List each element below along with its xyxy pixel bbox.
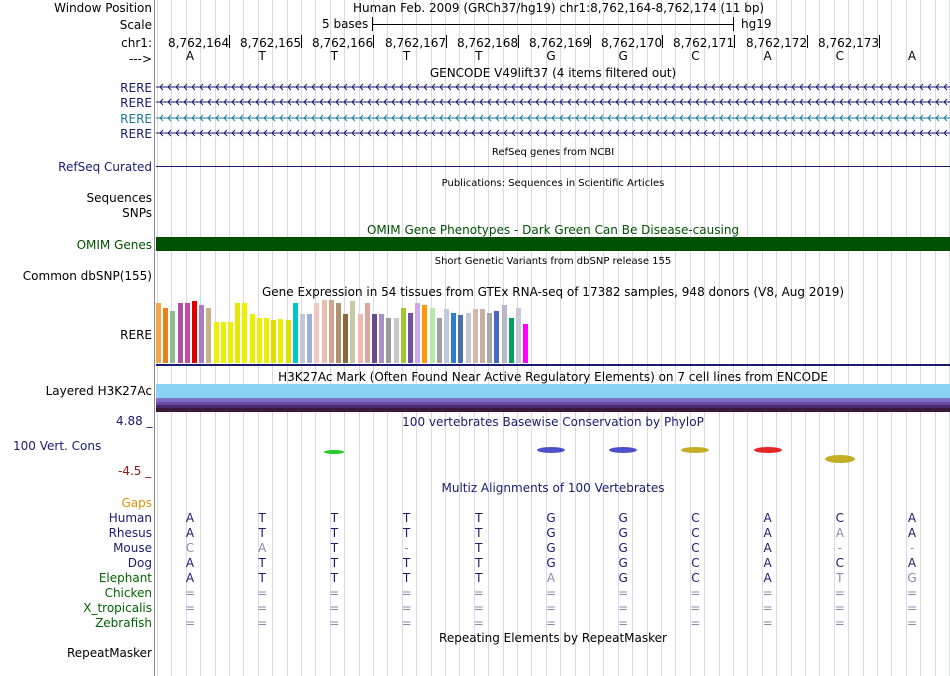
alignment-base: T bbox=[330, 541, 339, 555]
reference-base: G bbox=[618, 49, 628, 63]
alignment-base: A bbox=[763, 571, 772, 585]
alignment-base: = bbox=[184, 586, 196, 600]
gtex-tissue-bar[interactable] bbox=[487, 313, 492, 363]
gtex-tissue-bar[interactable] bbox=[170, 311, 175, 363]
reference-base: C bbox=[691, 49, 700, 63]
db-name: hg19 bbox=[741, 17, 772, 31]
alignment-base: C bbox=[835, 511, 844, 525]
position-tick bbox=[373, 35, 374, 48]
position-label: 8,762,171 bbox=[673, 36, 735, 50]
dbsnp-label[interactable]: Common dbSNP(155) bbox=[22, 269, 152, 283]
gtex-tissue-bar[interactable] bbox=[394, 318, 399, 363]
species-label[interactable]: X_tropicalis bbox=[83, 601, 152, 615]
gtex-tissue-bar[interactable] bbox=[235, 303, 240, 363]
phylop-base-glyph[interactable] bbox=[324, 450, 344, 454]
gtex-tissue-bar[interactable] bbox=[329, 300, 334, 363]
gencode-title: GENCODE V49lift37 (4 items filtered out) bbox=[429, 66, 677, 80]
gtex-title: Gene Expression in 54 tissues from GTEx RNA-seq of 17382 samples, 948 donors (V8, Aug 2019) bbox=[261, 285, 845, 299]
position-tick bbox=[734, 35, 735, 48]
alignment-base: = bbox=[906, 601, 918, 615]
gtex-tissue-bar[interactable] bbox=[314, 303, 319, 363]
alignment-base: A bbox=[907, 511, 917, 525]
gtex-tissue-bar[interactable] bbox=[286, 320, 291, 363]
alignment-base: C bbox=[691, 571, 700, 585]
phylop-title: 100 vertebrates Basewise Conservation by PhyloP bbox=[402, 415, 704, 429]
reference-base: A bbox=[763, 49, 772, 63]
alignment-base: = bbox=[184, 616, 196, 630]
position-label: 8,762,173 bbox=[818, 36, 880, 50]
alignment-base: = bbox=[257, 601, 268, 615]
gencode-item-1-label[interactable]: RERE bbox=[120, 81, 152, 95]
alignment-base: G bbox=[907, 571, 917, 585]
gtex-tissue-bar[interactable] bbox=[264, 318, 269, 363]
repeatmasker-title: Repeating Elements by RepeatMasker bbox=[439, 631, 667, 645]
alignment-base: = bbox=[401, 601, 412, 615]
reference-base: T bbox=[475, 49, 483, 63]
gtex-tissue-bar[interactable] bbox=[293, 303, 298, 363]
position-tick bbox=[807, 35, 808, 48]
alignment-base: G bbox=[546, 541, 556, 555]
alignment-base: T bbox=[330, 556, 339, 570]
gencode-item-2-label[interactable]: RERE bbox=[120, 96, 152, 110]
gtex-tissue-bar[interactable] bbox=[221, 322, 226, 363]
alignment-base: = bbox=[545, 616, 557, 630]
alignment-base: = bbox=[618, 616, 629, 630]
omim-title: OMIM Gene Phenotypes - Dark Green Can Be Disease-causing bbox=[366, 223, 740, 237]
h3k27ac-label[interactable]: Layered H3K27Ac bbox=[45, 384, 152, 398]
gtex-tissue-bar[interactable] bbox=[379, 314, 384, 363]
reference-base: C bbox=[835, 49, 844, 63]
gtex-tissue-bar[interactable] bbox=[401, 308, 406, 363]
alignment-base: = bbox=[329, 601, 340, 615]
alignment-base: = bbox=[762, 601, 773, 615]
gtex-tissue-bar[interactable] bbox=[300, 314, 305, 363]
alignment-base: = bbox=[834, 586, 845, 600]
position-tick bbox=[662, 35, 663, 48]
omim-label[interactable]: OMIM Genes bbox=[76, 238, 152, 252]
position-tick bbox=[229, 35, 230, 48]
alignment-base: = bbox=[329, 616, 340, 630]
alignment-base: = bbox=[906, 616, 918, 630]
phylop-label[interactable]: 100 Vert. Cons bbox=[13, 439, 102, 453]
gtex-tissue-bar[interactable] bbox=[523, 324, 528, 363]
gencode-transcript-1[interactable] bbox=[156, 81, 950, 93]
alignment-base: = bbox=[762, 616, 773, 630]
alignment-base: A bbox=[907, 556, 917, 570]
gtex-tissue-bar[interactable] bbox=[386, 318, 391, 363]
alignment-base: A bbox=[763, 541, 772, 555]
position-label: 8,762,170 bbox=[601, 36, 663, 50]
gencode-transcript-2[interactable] bbox=[156, 96, 950, 108]
gtex-tissue-bar[interactable] bbox=[163, 308, 168, 363]
position-label: 8,762,165 bbox=[240, 36, 302, 50]
gtex-tissue-bar[interactable] bbox=[250, 314, 255, 363]
phylop-base-glyph[interactable] bbox=[537, 447, 565, 453]
gtex-tissue-bar[interactable] bbox=[365, 303, 370, 363]
alignment-base: T bbox=[475, 511, 483, 525]
gencode-item-3-label[interactable]: RERE bbox=[120, 112, 152, 126]
h3k27ac-title: H3K27Ac Mark (Often Found Near Active Regulatory Elements) on 7 cell lines from ENCODE bbox=[278, 370, 828, 384]
alignment-base: G bbox=[618, 541, 628, 555]
gtex-tissue-bar[interactable] bbox=[228, 322, 233, 363]
alignment-base: = bbox=[545, 586, 557, 600]
gtex-tissue-bar[interactable] bbox=[509, 318, 514, 363]
omim-phenotype-bar[interactable] bbox=[156, 237, 950, 251]
species-label[interactable]: Chicken bbox=[104, 586, 152, 600]
alignment-base: T bbox=[475, 541, 483, 555]
alignment-base: T bbox=[475, 556, 483, 570]
position-label: 8,762,164 bbox=[168, 36, 230, 50]
alignment-base: C bbox=[691, 526, 700, 540]
alignment-base: = bbox=[473, 616, 484, 630]
gtex-gene-label[interactable]: RERE bbox=[120, 328, 152, 342]
alignment-base: T bbox=[402, 511, 411, 525]
refseq-gene-line[interactable] bbox=[156, 166, 950, 167]
gtex-tissue-bar[interactable] bbox=[422, 305, 427, 363]
alignment-base: - bbox=[909, 541, 915, 555]
alignment-base: A bbox=[763, 556, 772, 570]
position-label: 8,762,169 bbox=[529, 36, 591, 50]
gtex-tissue-bar[interactable] bbox=[502, 305, 507, 363]
gtex-tissue-bar[interactable] bbox=[278, 319, 283, 363]
gtex-tissue-bar[interactable] bbox=[408, 313, 413, 363]
alignment-base: T bbox=[402, 526, 411, 540]
alignment-base: A bbox=[763, 511, 772, 525]
gtex-tissue-bar[interactable] bbox=[466, 313, 471, 363]
alignment-base: = bbox=[618, 586, 629, 600]
gtex-tissue-bar[interactable] bbox=[343, 314, 348, 363]
gtex-tissue-bar[interactable] bbox=[516, 308, 521, 363]
alignment-base: C bbox=[835, 556, 844, 570]
alignment-base: T bbox=[475, 571, 483, 585]
phylop-min-label: -4.5 _ bbox=[118, 464, 152, 478]
gtex-tissue-bar[interactable] bbox=[458, 315, 463, 363]
gtex-tissue-bar[interactable] bbox=[372, 314, 377, 363]
publications-snps-label[interactable]: SNPs bbox=[122, 206, 152, 220]
position-label: 8,762,166 bbox=[312, 36, 374, 50]
reference-base: G bbox=[546, 49, 556, 63]
alignment-base: A bbox=[258, 541, 267, 555]
gtex-tissue-bar[interactable] bbox=[480, 309, 485, 363]
alignment-base: = bbox=[473, 586, 484, 600]
label-separator bbox=[154, 0, 155, 676]
gtex-tissue-bar[interactable] bbox=[430, 308, 435, 363]
alignment-base: = bbox=[762, 586, 773, 600]
alignment-base: = bbox=[545, 601, 557, 615]
gtex-tissue-bar[interactable] bbox=[336, 303, 341, 363]
dbsnp-title: Short Genetic Variants from dbSNP release 155 bbox=[434, 256, 672, 267]
alignment-base: = bbox=[401, 616, 412, 630]
species-label[interactable]: Mouse bbox=[113, 541, 152, 555]
species-label[interactable]: Zebrafish bbox=[95, 616, 152, 630]
alignment-base: T bbox=[330, 526, 339, 540]
publications-sequences-label[interactable]: Sequences bbox=[86, 191, 152, 205]
gtex-tissue-bar[interactable] bbox=[437, 318, 442, 363]
chrom-label[interactable]: chr1: bbox=[121, 36, 152, 50]
alignment-base: = bbox=[184, 601, 196, 615]
alignment-base: C bbox=[691, 556, 700, 570]
reference-base: T bbox=[258, 49, 266, 63]
alignment-base: G bbox=[546, 556, 556, 570]
alignment-base: A bbox=[907, 526, 917, 540]
gtex-tissue-bar[interactable] bbox=[271, 320, 276, 363]
position-tick bbox=[518, 35, 519, 48]
alignment-base: = bbox=[906, 586, 918, 600]
alignment-base: G bbox=[618, 556, 628, 570]
alignment-base: - bbox=[837, 541, 842, 555]
alignment-base: = bbox=[618, 601, 629, 615]
position-label: 8,762,172 bbox=[746, 36, 808, 50]
gtex-tissue-bar[interactable] bbox=[307, 314, 312, 363]
repeatmasker-label[interactable]: RepeatMasker bbox=[66, 646, 152, 660]
position-tick bbox=[301, 35, 302, 48]
alignment-base: A bbox=[185, 511, 195, 525]
alignment-base: - bbox=[404, 541, 409, 555]
gtex-tissue-bar[interactable] bbox=[206, 308, 211, 363]
alignment-base: T bbox=[475, 526, 483, 540]
reference-base: T bbox=[402, 49, 411, 63]
refseq-title: RefSeq genes from NCBI bbox=[491, 147, 615, 158]
alignment-base: A bbox=[185, 571, 195, 585]
reference-base: A bbox=[185, 49, 195, 63]
species-label[interactable]: Dog bbox=[127, 556, 152, 570]
gtex-tissue-bar[interactable] bbox=[350, 301, 355, 363]
gtex-tissue-bar[interactable] bbox=[156, 303, 161, 363]
gtex-tissue-bar[interactable] bbox=[444, 309, 449, 363]
phylop-base-glyph[interactable] bbox=[754, 447, 782, 453]
alignment-base: T bbox=[330, 571, 339, 585]
alignment-base: G bbox=[618, 511, 628, 525]
gencode-transcript-4[interactable] bbox=[156, 127, 950, 139]
multiz-title: Multiz Alignments of 100 Vertebrates bbox=[441, 481, 665, 495]
gtex-tissue-bars[interactable] bbox=[156, 300, 536, 363]
gtex-tissue-bar[interactable] bbox=[451, 313, 456, 363]
scale-label[interactable]: Scale bbox=[119, 18, 152, 32]
alignment-base: = bbox=[257, 616, 268, 630]
refseq-label[interactable]: RefSeq Curated bbox=[58, 160, 152, 174]
assembly-title: Human Feb. 2009 (GRCh37/hg19) chr1:8,762,164-8,762,174 (11 bp) bbox=[353, 1, 765, 15]
phylop-base-glyph[interactable] bbox=[609, 447, 637, 453]
gtex-tissue-bar[interactable] bbox=[358, 314, 363, 363]
phylop-max-label: 4.88 _ bbox=[116, 414, 153, 428]
position-tick bbox=[446, 35, 447, 48]
alignment-base: A bbox=[185, 526, 195, 540]
alignment-base: T bbox=[402, 556, 411, 570]
gencode-transcript-3[interactable] bbox=[156, 112, 950, 124]
alignment-base: G bbox=[618, 526, 628, 540]
phylop-base-glyph[interactable] bbox=[825, 455, 855, 463]
species-label[interactable]: Rhesus bbox=[108, 526, 152, 540]
strand-label[interactable]: ---> bbox=[128, 52, 152, 66]
species-label[interactable]: Human bbox=[108, 511, 152, 525]
alignment-base: T bbox=[330, 511, 339, 525]
species-label[interactable]: Elephant bbox=[98, 571, 152, 585]
gtex-tissue-bar[interactable] bbox=[415, 303, 420, 363]
gtex-tissue-bar[interactable] bbox=[494, 311, 499, 363]
alignment-base: T bbox=[258, 526, 266, 540]
position-tick bbox=[879, 35, 880, 48]
alignment-base: = bbox=[329, 586, 340, 600]
position-label: 8,762,167 bbox=[385, 36, 447, 50]
alignment-base: A bbox=[546, 571, 556, 585]
alignment-base: C bbox=[185, 541, 195, 555]
alignment-base: = bbox=[690, 601, 701, 615]
alignment-base: = bbox=[690, 586, 701, 600]
alignment-base: = bbox=[401, 586, 412, 600]
alignment-base: = bbox=[473, 601, 484, 615]
alignment-base: = bbox=[834, 601, 845, 615]
gtex-tissue-bar[interactable] bbox=[322, 300, 327, 363]
reference-base: T bbox=[330, 49, 339, 63]
alignment-base: A bbox=[185, 556, 195, 570]
alignment-base: = bbox=[257, 586, 268, 600]
alignment-base: T bbox=[402, 571, 411, 585]
h3k27ac-signal[interactable] bbox=[156, 384, 950, 412]
gtex-tissue-bar[interactable] bbox=[178, 303, 183, 363]
alignment-base: = bbox=[690, 616, 701, 630]
alignment-base: G bbox=[546, 526, 556, 540]
multiz-gaps-label[interactable]: Gaps bbox=[121, 496, 152, 510]
gencode-item-4-label[interactable]: RERE bbox=[120, 127, 152, 141]
scale-text: 5 bases bbox=[322, 17, 369, 31]
gtex-tissue-bar[interactable] bbox=[242, 303, 247, 363]
gtex-tissue-bar[interactable] bbox=[473, 309, 478, 363]
alignment-base: A bbox=[763, 526, 772, 540]
alignment-base: G bbox=[618, 571, 628, 585]
gtex-baseline bbox=[156, 364, 950, 366]
gtex-tissue-bar[interactable] bbox=[192, 301, 197, 363]
alignment-base: A bbox=[835, 526, 844, 540]
publications-title: Publications: Sequences in Scientific Articles bbox=[441, 178, 665, 189]
gtex-tissue-bar[interactable] bbox=[257, 318, 262, 363]
gtex-tissue-bar[interactable] bbox=[199, 305, 204, 363]
position-tick bbox=[590, 35, 591, 48]
alignment-base: T bbox=[258, 571, 266, 585]
alignment-base: G bbox=[546, 511, 556, 525]
gtex-tissue-bar[interactable] bbox=[185, 303, 190, 363]
alignment-base: C bbox=[691, 541, 700, 555]
alignment-base: T bbox=[258, 511, 266, 525]
window-position-label[interactable]: Window Position bbox=[54, 1, 152, 15]
alignment-base: T bbox=[258, 556, 266, 570]
alignment-base: T bbox=[836, 571, 844, 585]
position-label: 8,762,168 bbox=[457, 36, 519, 50]
reference-base: A bbox=[907, 49, 917, 63]
alignment-base: C bbox=[691, 511, 700, 525]
phylop-base-glyph[interactable] bbox=[681, 447, 709, 453]
alignment-base: = bbox=[834, 616, 845, 630]
gtex-tissue-bar[interactable] bbox=[214, 322, 219, 363]
